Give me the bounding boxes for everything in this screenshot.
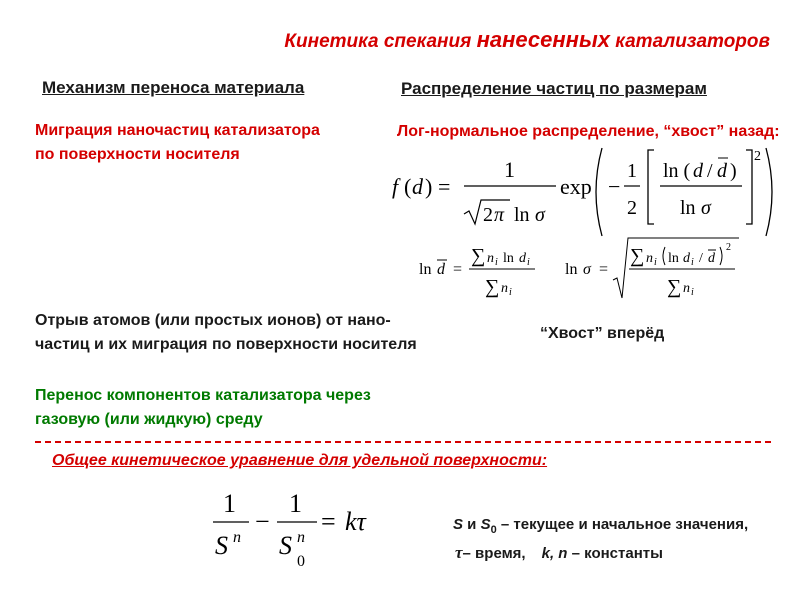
svg-text:ln: ln bbox=[419, 261, 432, 278]
svg-text:i: i bbox=[527, 257, 530, 268]
note-line-1: S и $S_0$ – текущее и начальное значения, bbox=[453, 516, 749, 536]
svg-text:i: i bbox=[691, 287, 694, 298]
svg-text:σ: σ bbox=[535, 204, 545, 226]
svg-text:i: i bbox=[495, 257, 498, 268]
svg-text:2: 2 bbox=[726, 242, 731, 253]
forward-tail-label: “Хвост” вперёд bbox=[540, 325, 665, 342]
svg-text:ln: ln bbox=[503, 251, 514, 266]
svg-text:ln: ln bbox=[565, 261, 578, 278]
svg-text:i: i bbox=[691, 257, 694, 268]
svg-text:n: n bbox=[297, 529, 305, 546]
svg-text:=: = bbox=[599, 261, 609, 278]
svg-text:): ) bbox=[730, 160, 737, 182]
svg-text:∑: ∑ bbox=[471, 245, 486, 267]
svg-text:d: d bbox=[437, 261, 445, 278]
svg-text:): ) bbox=[425, 174, 433, 199]
svg-text:2: 2 bbox=[627, 197, 637, 219]
kinetic-equation bbox=[205, 482, 390, 574]
svg-text:ln: ln bbox=[668, 251, 679, 266]
svg-text:ln: ln bbox=[680, 197, 696, 219]
svg-text:kτ: kτ bbox=[345, 507, 366, 536]
svg-text:i: i bbox=[509, 287, 512, 298]
section-divider bbox=[35, 441, 771, 443]
svg-text:σ: σ bbox=[701, 197, 711, 219]
svg-text:∑: ∑ bbox=[630, 245, 645, 267]
svg-text:1: 1 bbox=[627, 160, 637, 182]
svg-text:0: 0 bbox=[297, 553, 305, 570]
svg-text:∑: ∑ bbox=[485, 276, 500, 298]
svg-text:n: n bbox=[683, 281, 690, 296]
svg-text:S: S bbox=[215, 531, 228, 560]
svg-text:−: − bbox=[608, 174, 621, 199]
svg-text:2: 2 bbox=[483, 204, 493, 226]
right-heading: Распределение частиц по размерам bbox=[401, 79, 707, 98]
svg-text:(: ( bbox=[404, 174, 412, 199]
svg-text:i: i bbox=[654, 257, 657, 268]
lognormal-formula bbox=[380, 142, 780, 238]
svg-text:/: / bbox=[707, 160, 713, 182]
svg-text:σ: σ bbox=[583, 261, 591, 278]
lognormal-label: Лог-нормальное распределение, “хвост” назад: bbox=[397, 123, 780, 140]
svg-text:n: n bbox=[233, 529, 241, 546]
svg-text:n: n bbox=[646, 251, 653, 266]
svg-text:−: − bbox=[255, 507, 270, 536]
svg-text:1: 1 bbox=[289, 489, 302, 518]
page-title: Кинетика спекания нанесенных катализаторов bbox=[284, 27, 770, 52]
moment-formulas bbox=[415, 236, 745, 302]
mechanism-2: Отрыв атомов (или простых ионов) от нано- частиц и их миграция по поверхности носителя bbox=[35, 312, 417, 353]
svg-text:n: n bbox=[487, 251, 494, 266]
svg-text:2: 2 bbox=[754, 149, 761, 164]
mechanism-1: Миграция наночастиц катализатора по поверхности носителя bbox=[35, 122, 320, 163]
svg-text:exp: exp bbox=[560, 174, 592, 199]
mechanism-3: Перенос компонентов катализатора через газовую (или жидкую) среду bbox=[35, 387, 371, 428]
svg-text:f: f bbox=[392, 174, 399, 199]
note-line-2: τ– время, k, n – константы bbox=[455, 543, 663, 562]
svg-text:d: d bbox=[708, 251, 715, 266]
svg-text:π: π bbox=[494, 204, 505, 226]
svg-text:=: = bbox=[453, 261, 463, 278]
left-heading: Механизм переноса материала bbox=[42, 78, 305, 97]
svg-text:∑: ∑ bbox=[667, 276, 682, 298]
svg-text:=: = bbox=[321, 507, 336, 536]
svg-text:d: d bbox=[412, 174, 423, 199]
svg-text:d: d bbox=[693, 160, 703, 182]
svg-text:ln (: ln ( bbox=[663, 160, 691, 182]
svg-text:d: d bbox=[519, 251, 526, 266]
kinetic-heading: Общее кинетическое уравнение для удельной поверхности: bbox=[52, 452, 548, 469]
svg-text:/: / bbox=[699, 251, 703, 266]
svg-text:=: = bbox=[438, 174, 451, 199]
svg-text:n: n bbox=[501, 281, 508, 296]
svg-text:1: 1 bbox=[223, 489, 236, 518]
svg-text:ln: ln bbox=[514, 204, 530, 226]
svg-text:1: 1 bbox=[504, 157, 515, 182]
svg-text:S: S bbox=[279, 531, 292, 560]
svg-text:d: d bbox=[717, 160, 727, 182]
svg-text:d: d bbox=[683, 251, 690, 266]
